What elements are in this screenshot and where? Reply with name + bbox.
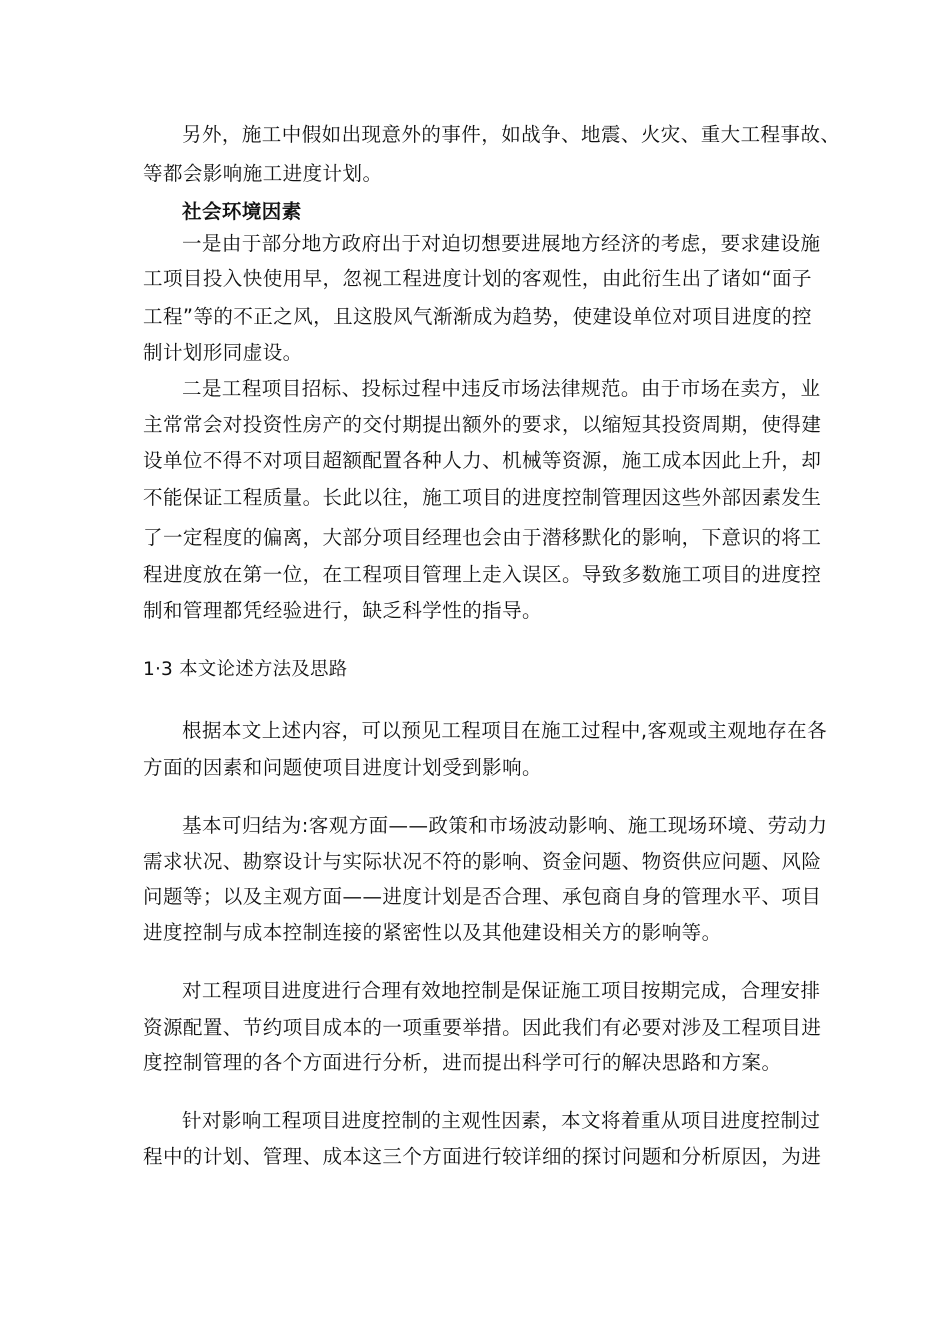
section-1-3-para-1-line-1: 根据本文上述内容，可以预见工程项目在施工过程中,客观或主观地存在各 — [182, 719, 828, 742]
para-first-line-4: 制计划形同虚设。 — [143, 341, 303, 364]
section-1-3-para-2-line-1: 基本可归结为:客观方面——政策和市场波动影响、施工现场环境、劳动力 — [182, 814, 828, 837]
section-1-3-para-3-line-3: 度控制管理的各个方面进行分析，进而提出科学可行的解决思路和方案。 — [143, 1051, 782, 1074]
section-1-3-para-1-line-2: 方面的因素和问题使项目进度计划受到影响。 — [143, 756, 543, 779]
para-second-line-2: 主常常会对投资性房产的交付期提出额外的要求，以缩短其投资周期，使得建 — [143, 413, 822, 436]
para-accidents-line-2: 等都会影响施工进度计划。 — [143, 162, 383, 185]
section-1-3-para-3-line-1: 对工程项目进度进行合理有效地控制是保证施工项目按期完成，合理安排 — [182, 979, 821, 1002]
section-heading-1-3: 1·3 本文论述方法及思路 — [143, 659, 348, 680]
para-first-line-3: 工程”等的不正之风，且这股风气渐渐成为趋势，使建设单位对项目进度的控 — [143, 305, 812, 328]
para-second-line-3: 设单位不得不对项目超额配置各种人力、机械等资源，施工成本因此上升，却 — [143, 449, 822, 472]
para-second-line-1: 二是工程项目招标、投标过程中违反市场法律规范。由于市场在卖方，业 — [182, 377, 821, 400]
para-first-line-2: 工项目投入快使用早，忽视工程进度计划的客观性，由此衍生出了诸如“面子 — [143, 267, 812, 290]
para-first-line-1: 一是由于部分地方政府出于对迫切想要进展地方经济的考虑，要求建设施 — [182, 232, 821, 255]
para-second-line-4: 不能保证工程质量。长此以往，施工项目的进度控制管理因这些外部因素发生 — [143, 486, 822, 509]
section-1-3-para-3-line-2: 资源配置、节约项目成本的一项重要举措。因此我们有必要对涉及工程项目进 — [143, 1016, 822, 1039]
para-second-line-5: 了一定程度的偏离，大部分项目经理也会由于潜移默化的影响，下意识的将工 — [143, 526, 822, 549]
section-1-3-para-4-line-1: 针对影响工程项目进度控制的主观性因素，本文将着重从项目进度控制过 — [182, 1109, 821, 1132]
subheading-social-factors: 社会环境因素 — [182, 200, 302, 223]
para-accidents-line-1: 另外，施工中假如出现意外的事件，如战争、地震、火灾、重大工程事故、 — [182, 123, 841, 146]
para-second-line-7: 制和管理都凭经验进行，缺乏科学性的指导。 — [143, 599, 543, 622]
section-1-3-para-2-line-3: 问题等；以及主观方面——进度计划是否合理、承包商自身的管理水平、项目 — [143, 885, 822, 908]
section-1-3-para-2-line-2: 需求状况、勘察设计与实际状况不符的影响、资金问题、物资供应问题、风险 — [143, 850, 822, 873]
para-second-line-6: 程进度放在第一位，在工程项目管理上走入误区。导致多数施工项目的进度控 — [143, 563, 822, 586]
section-1-3-para-2-line-4: 进度控制与成本控制连接的紧密性以及其他建设相关方的影响等。 — [143, 921, 722, 944]
section-1-3-para-4-line-2: 程中的计划、管理、成本这三个方面进行较详细的探讨问题和分析原因，为进 — [143, 1145, 822, 1168]
